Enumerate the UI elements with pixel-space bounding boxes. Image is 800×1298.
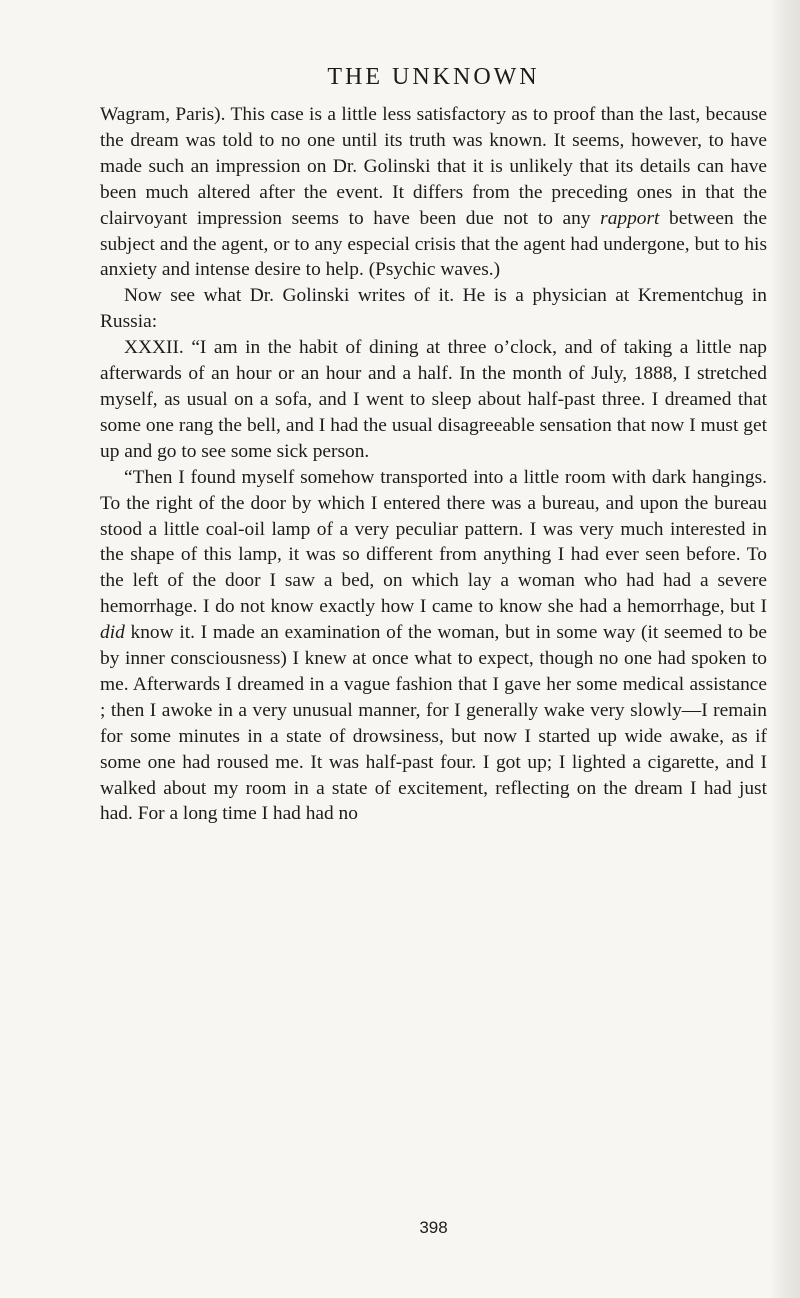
book-page — [100, 62, 767, 1237]
paragraph — [100, 102, 767, 283]
body-text — [100, 102, 767, 827]
text-run: XXXII. “I am in the habit of dining at three o’clock, and of taking a little nap afterwards of an hour or an hour and a half. In the month of July, 1888, I stretched myself, as usual on a sofa, and I went to sleep about half-past three. I dreamed that some one rang the bell, and I had the usual disagreeable sensation that now I must get up and go to see some sick person. — [100, 337, 767, 462]
text-run: Now see what Dr. Golinski writes of it. He is a physician at Krementchug in Russia: — [100, 285, 767, 333]
running-head: THE UNKNOWN — [327, 64, 540, 90]
page-number: 398 — [419, 1218, 448, 1237]
page-edge-shadow — [770, 0, 800, 1298]
italic-text: did — [100, 622, 125, 644]
paragraph — [100, 283, 767, 335]
paragraph — [100, 335, 767, 465]
text-run: “Then I found myself somehow transported into a little room with dark hangings. To the right of the door by which I entered there was a bureau, and upon the bureau stood a little coal-oil lamp of a very peculiar pattern. I was very much interested in the shape of this lamp, it was so different from anything I had ever seen before. To the left of the door I saw a bed, on which lay a woman who had had a severe hemorrhage. I do not know exactly how I came to know she had a hemorrhage, but I — [100, 466, 767, 618]
text-run: between the subject and the agent, or to any especial crisis that the agent had undergone, but to his anxiety and intense desire to help. (Psychic waves.) — [100, 207, 767, 281]
text-run: know it. I made an examination of the woman, but in some way (it seemed to be by inner consciousness) I knew at once what to expect, though no one had spoken to me. Afterwards I dreamed in a vague fashion that I gave her some medical assistance ; then I awoke in a very unusual manner, for I generally wake very slowly—I remain for some minutes in a state of drowsiness, but now I started up wide awake, as if some one had roused me. It was half-past four. I got up; I lighted a cigarette, and I walked about my room in a state of excitement, reflecting on the dream I had just had. For a long time I had had no — [100, 622, 767, 825]
italic-text: rapport — [600, 207, 660, 229]
text-run: Wagram, Paris). This case is a little less satisfactory as to proof than the last, because the dream was told to no one until its truth was known. It seems, however, to have made such an impression on Dr. Golinski that it is unlikely that its details can have been much altered after the event. It differs from the preceding ones in that the clairvoyant impression seems to have been due not to any — [100, 104, 767, 229]
paragraph — [100, 465, 767, 828]
